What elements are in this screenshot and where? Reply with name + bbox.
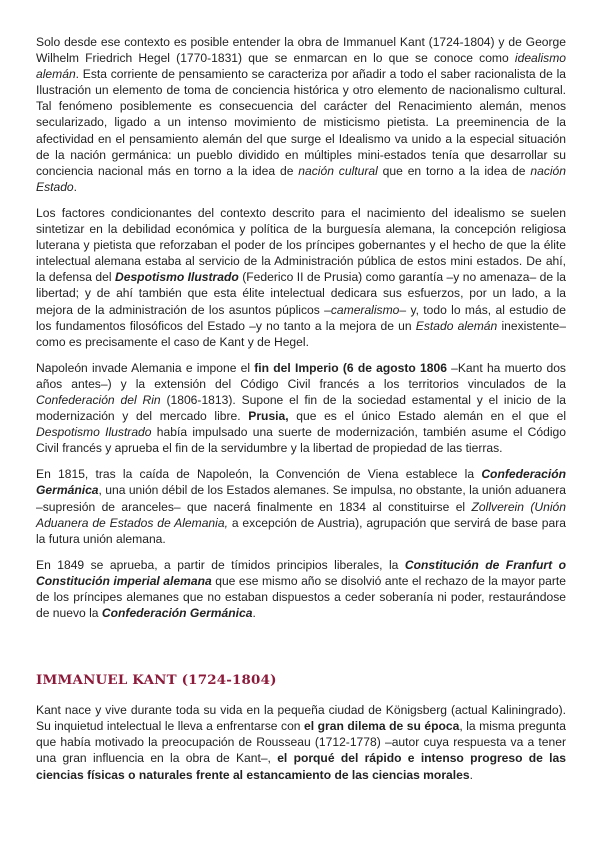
bold-run: fin del Imperio (6 de agosto 1806 [254, 360, 447, 375]
text-run: que ese mismo año se disolvió ante el rechazo de la mayor parte de los príncipes alemanes que no estaban dispuestos a ceder soberanía ni poder, restaurándose de nuevo la [36, 573, 566, 621]
italic-run: nación cultural [298, 163, 378, 178]
text-run: – y, todo lo más, al estudio de los fundamentos filosóficos del Estado –y no tanto a la mejora de un [36, 302, 566, 333]
text-run: Solo desde ese contexto es posible entender la obra de Immanuel Kant (1724-1804) y de George Wilhelm Friedrich Hegel (1770-1831) que se enmarcan en lo que se conoce como [36, 35, 566, 66]
paragraph-constitucion [36, 557, 566, 621]
section-heading-kant: IMMANUEL KANT (1724-1804) [36, 672, 277, 689]
text-run: –Kant ha muerto dos años antes–) y la extensión del Código Civil francés a los territorios vinculados de la [36, 360, 566, 391]
bold-italic-run: Despotismo Ilustrado [115, 270, 239, 285]
bold-run: el porqué del rápido e intenso progreso de las ciencias físicas o naturales frente al estancamiento de las ciencias morales [36, 751, 566, 782]
italic-run: cameralismo [330, 302, 400, 317]
paragraph-factores [36, 205, 566, 350]
italic-run: Despotismo Ilustrado [36, 425, 152, 440]
text-run: En 1815, tras la caída de Napoleón, la Convención de Viena establece la [36, 467, 482, 482]
italic-run: Confederación del Rin [36, 392, 161, 407]
text-run: que es el único Estado alemán en el que el [288, 409, 567, 424]
bold-run: Prusia, [248, 409, 289, 424]
document-body [36, 34, 566, 793]
paragraph-confederacion [36, 466, 566, 546]
italic-run: idealismo alemán [36, 51, 566, 82]
text-run: había impulsado una suerte de modernización, también asume el Código Civil francés y aprueba el fin de la servidumbre y la libertad de propiedad de las tierras. [36, 425, 566, 456]
text-run: Napoleón invade Alemania e impone el [36, 360, 255, 375]
bold-run: el gran dilema de su época [304, 719, 460, 734]
text-run: . [469, 767, 473, 782]
italic-run: Zollverein (Unión Aduanera de Estados de Alemania, [36, 499, 566, 530]
bold-italic-run: Confederación Germánica [36, 467, 566, 498]
text-run: , la misma pregunta que había motivado la preocupación de Rousseau (1712-1778) –autor cuya respuesta va a tener una gran influencia en la obra de Kant–, [36, 719, 566, 766]
text-run: , una unión débil de los Estados alemanes. Se impulsa, no obstante, la unión aduanera –supresión de aranceles– que nacerá finalmente en 1834 al constituirse el [36, 483, 566, 514]
text-run: . [73, 179, 78, 194]
text-run: que en torno a la idea de [377, 163, 531, 178]
text-run: Kant nace y vive durante toda su vida en la pequeña ciudad de Königsberg (actual Kaliningrado). Su inquietud intelectual le lleva a enfrentarse con [36, 703, 566, 734]
text-run: (Federico II de Prusia) como garantía –y no amenaza– de la libertad; y de ahí también que esta élite intelectual dedicara sus esfuerzos, por un lado, a la mejora de la administración de los asuntos púplicos – [36, 270, 566, 317]
paragraph-idealismo [36, 34, 566, 195]
text-run: . Esta corriente de pensamiento se caracteriza por añadir a todo el saber racionalista de la Ilustración un elemento de toma de conciencia histórica y otro elemento de nacionalismo cultural. Tal fenómeno posiblemente es consecuencia del carácter del Renacimiento alemán, menos secularizado, ligado a un intenso movimiento de misticismo pietista. La preeminencia de la afectividad en el pensamiento alemán del que surge el Idealismo va unido a la especial situación de la nación germánica: un pueblo dividido en múltiples mini-estados tenía que desarrollar su conciencia nacional más en torno a la idea de [36, 67, 566, 178]
text-run: inexistente– como es precisamente el caso de Kant y de Hegel. [36, 318, 566, 349]
paragraph-napoleon [36, 360, 566, 457]
text-run: Los factores condicionantes del contexto descrito para el nacimiento del idealismo se suelen sintetizar en la debilidad económica y política de la burguesía alemana, la concepción religiosa luterana y pietista que reforzaban el poder de los príncipes gobernantes y el hecho de que la élite intelectual alemana estaba al servicio de la Administración pública de estos mini estados. De ahí, la defensa del [36, 205, 566, 285]
text-run: a excepción de Austria), agrupación que servirá de base para la futura unión alemana. [36, 515, 566, 546]
italic-run: Estado alemán [415, 318, 498, 333]
bold-italic-run: Confederación Germánica [101, 606, 253, 621]
italic-run: nación Estado [36, 163, 567, 194]
paragraph-kant [36, 702, 566, 782]
text-run: En 1849 se aprueba, a partir de tímidos principios liberales, la [36, 557, 405, 572]
bold-italic-run: Constitución de Franfurt o Constitución imperial alemana [36, 557, 567, 588]
text-run: . [252, 606, 256, 621]
text-run: (1806-1813). Supone el fin de la sociedad estamental y el inicio de la modernización y del mercado libre. [36, 392, 566, 424]
